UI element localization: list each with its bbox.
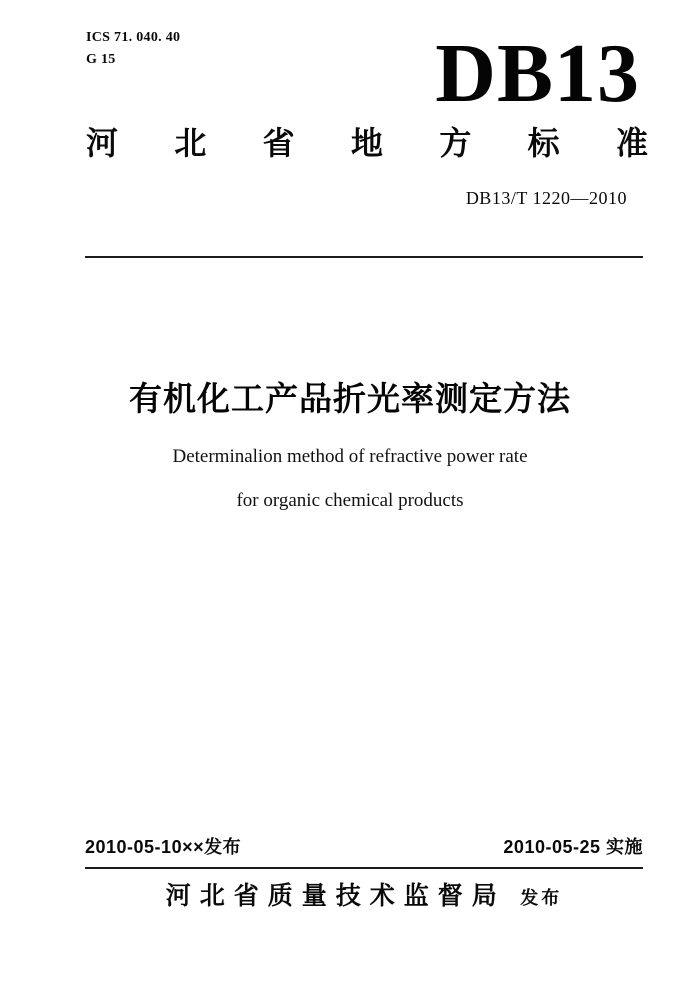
standard-name-justified [86, 124, 648, 162]
document-title-zh: 有机化工产品折光率测定方法 [129, 380, 571, 417]
standard-name-char: 标 [527, 125, 560, 161]
date-row [85, 833, 643, 859]
publish-label: 发布 [520, 888, 563, 908]
header-divider-rule [85, 256, 643, 258]
doc-number: DB13/T 1220—2010 [465, 188, 627, 208]
class-code: G 15 [86, 52, 116, 67]
footer-divider-rule [85, 867, 643, 869]
document-title-en-line2: for organic chemical products [236, 490, 464, 511]
ics-classification-block [86, 27, 180, 71]
publisher-row [85, 876, 643, 912]
standard-name-char: 准 [615, 125, 648, 161]
standard-logo-db13: DB13 [435, 27, 640, 120]
standard-name-char: 北 [174, 125, 207, 161]
issue-date: 2010-05-10××发布 [85, 837, 242, 857]
ics-code: ICS 71. 040. 40 [86, 30, 181, 45]
standard-name-char: 地 [350, 125, 383, 161]
standard-name-char: 省 [262, 125, 295, 161]
publisher-name: 河北省质量技术监督局 [165, 882, 506, 910]
implementation-date: 2010-05-25 实施 [503, 837, 643, 857]
document-title-en-line1: Determinalion method of refractive power rate [172, 446, 528, 467]
standard-name-char: 方 [439, 125, 472, 161]
standard-name-char: 河 [86, 125, 119, 161]
